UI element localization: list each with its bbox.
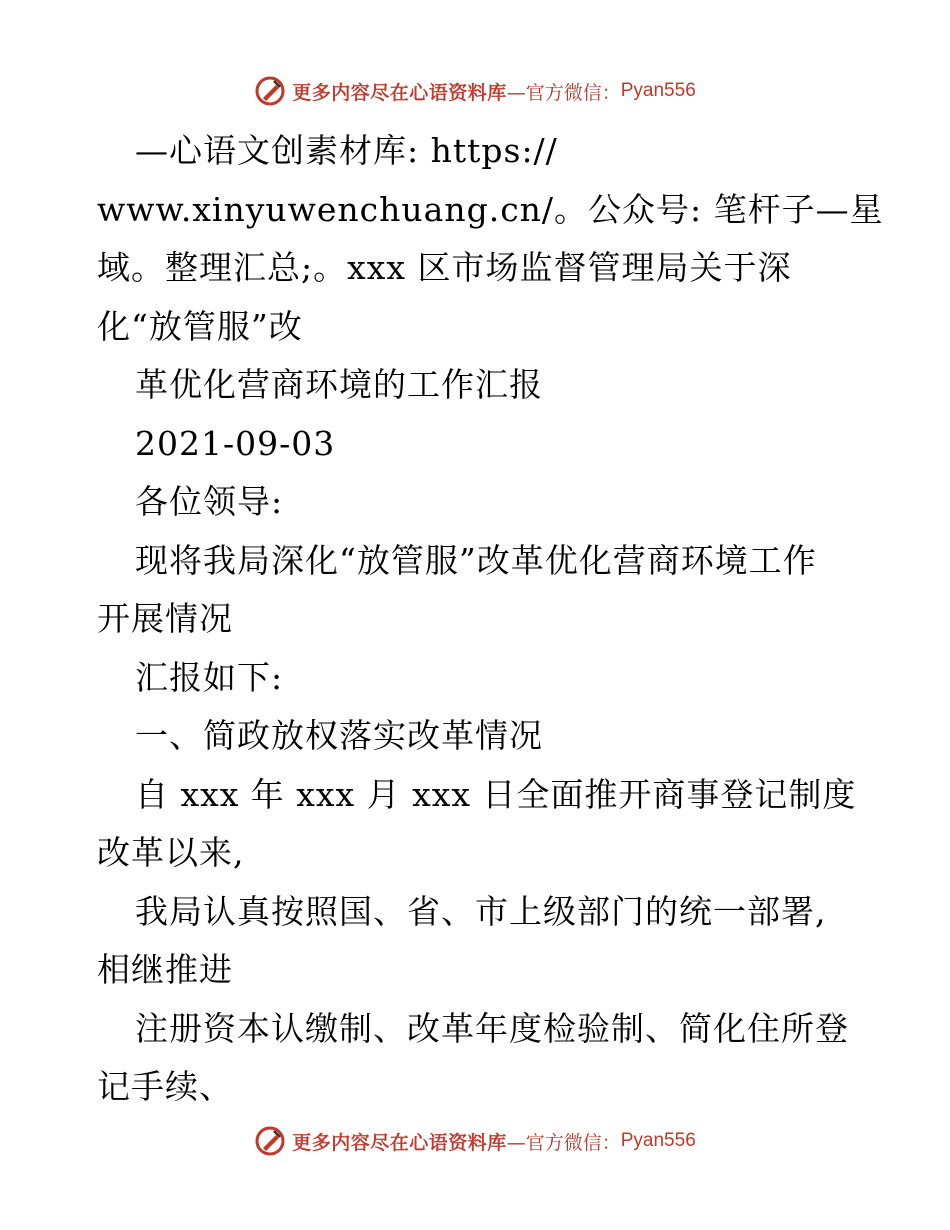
document-body: [97, 122, 884, 1117]
salutation-line: 各位领导:: [135, 482, 284, 521]
banner-wechat-id: Pyan556: [620, 80, 696, 101]
banner-main-text: 更多内容尽在心语资料库: [292, 1131, 507, 1154]
text-line: 我局认真按照国、省、市上级部门的统一部署,: [135, 891, 827, 931]
footer-watermark-banner: [0, 1121, 950, 1161]
text-line: 改革以来,: [97, 833, 245, 872]
text-line: 域。整理汇总;。xxx 区市场监督管理局关于深: [97, 248, 792, 287]
banner-separator-text: —官方微信：: [506, 81, 621, 104]
section-heading: 一、简政放权落实改革情况: [135, 716, 543, 755]
banner-wechat-id: Pyan556: [620, 1130, 696, 1151]
text-line: 相继推进: [97, 950, 233, 989]
text-line: 注册资本认缴制、改革年度检验制、简化住所登: [135, 1008, 849, 1048]
text-line: 开展情况: [97, 599, 233, 638]
text-line: 现将我局深化“放管服”改革优化营商环境工作: [135, 540, 817, 580]
text-line: —心语文创素材库: https://: [135, 131, 558, 170]
banner-separator-text: —官方微信：: [506, 1131, 621, 1154]
header-watermark-banner: [0, 71, 950, 111]
pen-logo-icon: [254, 1125, 286, 1157]
date-line: 2021-09-03: [135, 423, 336, 463]
text-line: www.xinyuwenchuang.cn/。公众号: 笔杆子—星: [97, 189, 884, 229]
text-line: 化“放管服”改: [97, 306, 303, 346]
text-line: 汇报如下:: [135, 657, 284, 697]
banner-main-text: 更多内容尽在心语资料库: [292, 81, 507, 104]
text-line: 记手续、: [97, 1067, 233, 1106]
text-line: 自 xxx 年 xxx 月 xxx 日全面推开商事登记制度: [135, 774, 857, 814]
text-line: 革优化营商环境的工作汇报: [135, 365, 543, 404]
pen-logo-icon: [254, 75, 286, 107]
